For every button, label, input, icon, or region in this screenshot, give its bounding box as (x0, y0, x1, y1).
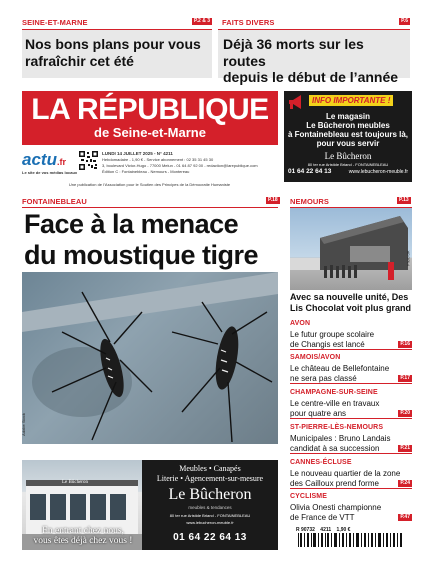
brief-text (290, 364, 389, 384)
bottom-ad-address: 80 ter rue Aristide Briand - FONTAINEBLEAU (169, 513, 251, 518)
brief-text-line1: Le futur groupe scolaire (290, 330, 375, 339)
masthead-info (102, 151, 282, 175)
teaser-right[interactable] (218, 18, 410, 86)
brief-text-line1: Olivia Onesti championne (290, 503, 382, 512)
teaser-left-headline (25, 36, 201, 69)
brief-section: CHAMPAGNE-SUR-SEINE (290, 389, 378, 396)
teaser-left[interactable] (22, 18, 212, 78)
teaser-left-section: SEINE-ET-MARNE (22, 18, 88, 27)
info-ad-website[interactable]: www.lebucheron-meuble.fr (348, 169, 408, 175)
teaser-left-headline-line1: Nos bons plans pour vous (25, 36, 201, 52)
nemours-photo[interactable] (290, 208, 412, 290)
nemours-headline[interactable] (290, 292, 411, 314)
bottom-ad-brand-sub: meubles & tendances (188, 505, 232, 510)
info-ad-line4: pour vous servir (316, 139, 380, 148)
bottom-ad-banner-line2: vous êtes déjà chez vous ! (33, 536, 133, 546)
lead-page-badge: P.18 (268, 197, 278, 203)
brief-section: CANNES-ÉCLUSE (290, 459, 352, 466)
brief-samois[interactable] (290, 354, 412, 388)
bottom-ad-brand: Le Bûcheron (168, 486, 252, 503)
brief-page-badge: P.21 (400, 445, 410, 451)
lead-photo-credit: Adobe Stock (20, 413, 26, 436)
brief-text (290, 434, 391, 454)
mosquito-illustration (22, 272, 278, 444)
nemours-headline-line1: Avec sa nouvelle unité, Des (290, 292, 409, 302)
info-ad-address: 80 ter rue Aristide Briand - FONTAINEBLEAU (307, 162, 389, 167)
barcode-issue: 4211 (320, 527, 332, 533)
brief-text-line1: Municipales : Bruno Landais (290, 434, 391, 443)
actu-logo[interactable] (22, 150, 78, 178)
masthead-date: LUNDI 14 JUILLET 2025 - N° 4211 (102, 151, 173, 156)
actu-logo-text: actu (22, 150, 57, 169)
info-ad-line3: à Fontainebleau est toujours là, (287, 130, 409, 139)
teaser-right-section: FAITS DIVERS (222, 18, 275, 27)
masthead-title: LA RÉPUBLIQUE (31, 93, 269, 126)
storefront-sign: Le Bûcheron (62, 480, 88, 485)
brief-champagne[interactable] (290, 389, 412, 423)
brief-page-badge: P.47 (400, 514, 410, 520)
qr-code[interactable] (79, 151, 98, 170)
brief-page-badge: P.20 (400, 410, 410, 416)
info-ad-phone: 01 64 22 64 13 (288, 168, 332, 175)
info-ad-text (284, 112, 412, 148)
bottom-ad-banner (22, 526, 144, 546)
brief-rule (290, 453, 412, 454)
info-ad-line2: Le Bûcheron meubles (306, 121, 390, 130)
nemours-headline-line2: Lis Chocolat voit plus grand (290, 303, 412, 313)
publisher-line: Une publication de l’Association pour le Soutien des Principes de la Démocratie Humaniste (68, 182, 231, 187)
masthead-logo[interactable] (22, 91, 278, 145)
brief-text-line2: de Changis est lancé (290, 340, 365, 349)
brief-text (290, 399, 379, 419)
bottom-ad-line1: Meubles • Canapés (179, 464, 241, 473)
barcode-price: 1,90 € (336, 527, 351, 533)
brief-text-line2: pour quatre ans (290, 409, 347, 418)
brief-rule (290, 383, 412, 384)
lead-headline[interactable] (24, 209, 258, 271)
barcode-bars (296, 533, 406, 547)
bottom-ad-phone: 01 64 22 64 13 (173, 532, 247, 543)
bottom-ad[interactable] (22, 460, 278, 550)
info-ad-line1: Le magasin (325, 112, 370, 121)
brief-text-line2: de France de VTT (290, 513, 355, 522)
brief-rule (290, 488, 412, 489)
teaser-right-headline-line2: depuis le début de l’année (223, 69, 399, 86)
masthead-issue: Hebdomadaire - 1,90 € - Service abonnement : 02 35 31 45 30 (102, 157, 214, 162)
brief-cyclisme[interactable] (290, 493, 412, 527)
brief-text (290, 330, 374, 350)
lead-rule (22, 207, 278, 208)
brief-section: ST-PIERRE-LÈS-NEMOURS (290, 424, 384, 431)
nemours-section: NEMOURS (290, 197, 330, 206)
brief-text (290, 503, 381, 523)
brief-text-line1: Le centre-ville en travaux (290, 399, 380, 408)
brief-text-line2: des Cailloux prend forme (290, 479, 379, 488)
actu-logo-tld: .fr (56, 157, 66, 167)
brief-text (290, 469, 400, 489)
teaser-left-headline-line2: rafraîchir cet été (25, 52, 134, 69)
nemours-photo-credit: Photo DR (406, 250, 411, 266)
bottom-ad-text (142, 464, 278, 484)
megaphone-icon (287, 93, 307, 111)
mosquito-right (172, 302, 272, 442)
lead-headline-line2: du moustique tigre (24, 240, 258, 270)
brief-section: CYCLISME (290, 493, 327, 500)
lead-section: FONTAINEBLEAU (22, 197, 87, 206)
brief-text-line2: ne sera pas classé (290, 374, 357, 383)
brief-section: SAMOIS/AVON (290, 354, 341, 361)
brief-text-line1: Le château de Bellefontaine (290, 364, 390, 373)
barcode (296, 527, 406, 551)
actu-tagline: Le site de vos médias locaux (22, 170, 78, 175)
brief-cannes-ecluse[interactable] (290, 459, 412, 493)
info-ad-brand: Le Bûcheron (324, 151, 372, 161)
brief-rule (290, 349, 412, 350)
bottom-ad-line2: Literie • Agencement-sur-mesure (156, 474, 264, 483)
info-ad-badge: INFO IMPORTANTE ! (309, 95, 393, 106)
teaser-right-headline-line1: Déjà 36 morts sur les routes (223, 36, 364, 69)
teaser-right-page-badge: P.6 (401, 18, 408, 24)
masthead-subtitle: de Seine-et-Marne (94, 125, 206, 140)
nemours-page-badge: P.13 (399, 197, 409, 203)
brief-st-pierre[interactable] (290, 424, 412, 458)
brief-text-line2: candidat à sa succession (290, 444, 380, 453)
bottom-ad-banner-line1: En entrant chez nous, (42, 526, 124, 536)
brief-section: AVON (290, 320, 311, 327)
teaser-right-headline (223, 36, 410, 86)
brief-page-badge: P.16 (400, 341, 410, 347)
brief-text-line1: Le nouveau quartier de la zone (290, 469, 401, 478)
barcode-code: R 90732 (296, 527, 315, 533)
info-ad[interactable] (284, 91, 412, 182)
brief-rule (290, 418, 412, 419)
brief-page-badge: P.17 (400, 375, 410, 381)
lead-headline-line1: Face à la menace (24, 209, 239, 239)
brief-avon[interactable] (290, 320, 412, 354)
building-illustration (290, 208, 412, 290)
bottom-ad-website[interactable]: www.lebucheron-meuble.fr (186, 520, 234, 525)
masthead-edition: Édition C : Fontainebleau - Nemours - Montereau (102, 169, 190, 174)
teaser-left-page-badge: P.2 & 3 (193, 18, 210, 24)
masthead-address: 3, boulevard Victor-Hugo - 77000 Melun - 01 64 87 92 00 - redaction@larepublique.com (102, 163, 258, 168)
mosquito-photo[interactable] (22, 272, 278, 444)
brief-page-badge: P.24 (400, 480, 410, 486)
